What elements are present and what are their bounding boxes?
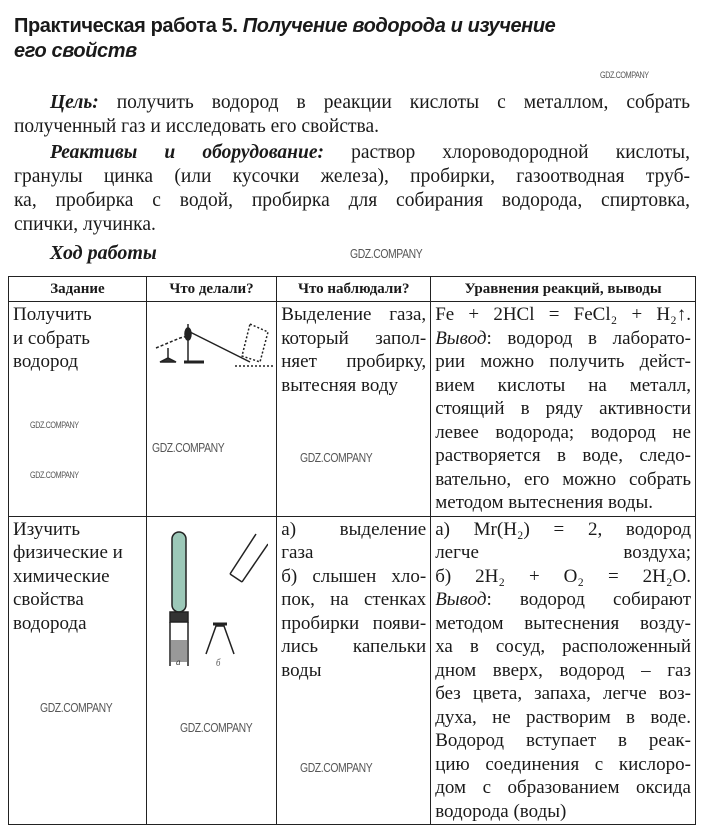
results-table: [8, 276, 696, 825]
cell-line: стоящий в ряду активности: [435, 398, 691, 419]
cell-line: духа, не растворим в воде.: [435, 706, 691, 728]
cell-line: растворяется в воде, следо-: [435, 445, 691, 466]
cell-line: воды: [281, 659, 322, 681]
cell-line: без цвета, запаха, легче воз-: [435, 683, 691, 704]
title-label: Практическая работа 5.: [14, 15, 238, 37]
cell-line: Водород вступает в реак-: [435, 730, 691, 751]
cell-line: пок, на стенках: [281, 589, 427, 610]
table-row: [9, 302, 696, 517]
cell-line: водорода (воды): [435, 800, 567, 822]
cell-line: Вывод: водород в лаборато-: [435, 327, 691, 349]
watermark: GDZ.COMPANY: [40, 700, 113, 715]
cell-line: левее водорода; водород не: [435, 421, 691, 443]
table-header-row: [9, 277, 696, 302]
cell-line: методом вытеснения воды.: [435, 492, 654, 513]
cell-line: Получить: [13, 304, 92, 325]
cell-line: методом вытеснения возду-: [435, 612, 691, 634]
cell-line: водород: [13, 351, 79, 372]
goal-paragraph: [14, 91, 690, 139]
goal-text: получить водород в реакции кислоты с металлом, собрать: [116, 92, 690, 113]
table-row: [9, 516, 696, 825]
cell-task: [9, 302, 147, 517]
watermark: GDZ.COMPANY: [600, 70, 649, 80]
watermark: GDZ.COMPANY: [30, 420, 79, 430]
cell-line: вательно, его можно собрать: [435, 468, 691, 490]
cell-line: ха в сосуд, расположенный: [435, 636, 691, 657]
watermark: GDZ.COMPANY: [30, 470, 79, 480]
watermark: GDZ.COMPANY: [180, 720, 253, 735]
conclusion-label: Вывод: [435, 589, 487, 610]
header-observed: Что наблюдали?: [277, 277, 431, 302]
figure-label-b: б: [216, 657, 221, 669]
cell-line: Выделение газа,: [281, 304, 427, 325]
reagents-text: ка, пробирка с водой, пробирка для собирания водорода, спиртовка,: [14, 190, 690, 211]
watermark: GDZ.COMPANY: [300, 760, 373, 775]
title-topic: Получение водорода и изучение: [242, 15, 556, 37]
header-conclusion: Уравнения реакций, выводы: [431, 277, 696, 302]
goal-text: полученный газ и исследовать его свойства.: [14, 116, 379, 137]
cell-line: лись капельки: [281, 636, 427, 657]
cell-line: дном вверх, водород – газ: [435, 659, 691, 681]
cell-line: а) Mr(H₂) = 2, водород: [435, 518, 691, 540]
goal-label: Цель:: [50, 92, 99, 113]
gas-collection-apparatus-illustration: [150, 318, 276, 372]
figure-label-a: а: [176, 657, 181, 666]
cell-conclusion: [431, 302, 696, 517]
header-task: Задание: [9, 277, 147, 302]
cell-line: свойства: [13, 589, 84, 610]
cell-line: вытесняя воду: [281, 374, 399, 396]
header-done: Что делали?: [146, 277, 276, 302]
cell-line: вием кислоты на металл,: [435, 374, 691, 396]
cell-line: Изучить: [13, 518, 81, 540]
title-topic-cont: его свойств: [14, 40, 137, 62]
cell-line: няет пробирку,: [281, 351, 427, 372]
test-tube-illustration: [158, 530, 268, 666]
cell-line: б) слышен хло-: [281, 565, 427, 587]
cell-conclusion: [431, 516, 696, 825]
reagents-text: раствор хлороводородной кислоты,: [351, 142, 691, 163]
cell-line: дом с образованием оксида: [435, 777, 691, 798]
conclusion-label: Вывод: [435, 327, 487, 349]
cell-task: [9, 516, 147, 825]
cell-line: и собрать: [13, 327, 90, 349]
cell-observed: [277, 516, 431, 825]
reagents-text: спички, лучинка.: [14, 214, 156, 235]
cell-observed: [277, 302, 431, 517]
reagents-label: Реактивы и оборудование:: [50, 142, 324, 163]
cell-line: физические и: [13, 542, 123, 563]
cell-line: б) 2H₂ + O₂ = 2H₂O.: [435, 565, 691, 587]
cell-line: Fe + 2HCl = FeCl₂ + H₂↑.: [435, 304, 691, 325]
cell-line: а) выделение: [281, 518, 427, 540]
cell-line: водорода: [13, 612, 87, 634]
cell-line: пробирки появи-: [281, 612, 427, 634]
watermark: GDZ.COMPANY: [350, 246, 423, 261]
procedure-heading: Ход работы: [50, 242, 157, 264]
reagents-text: гранулы цинка (или кусочки железа), пробирки, газоотводная труб-: [14, 166, 690, 187]
watermark: GDZ.COMPANY: [152, 440, 225, 455]
cell-line: рии можно получить дейст-: [435, 351, 691, 372]
cell-line: цию соединения с кислоро-: [435, 753, 691, 775]
page-title: [14, 14, 555, 64]
cell-line: газа: [281, 542, 314, 563]
cell-line: Вывод: водород собирают: [435, 589, 691, 610]
cell-line: который запол-: [281, 327, 427, 349]
watermark: GDZ.COMPANY: [300, 450, 373, 465]
cell-line: химические: [13, 565, 110, 587]
cell-line: легче воздуха;: [435, 542, 691, 563]
reagents-paragraph: [14, 141, 690, 237]
